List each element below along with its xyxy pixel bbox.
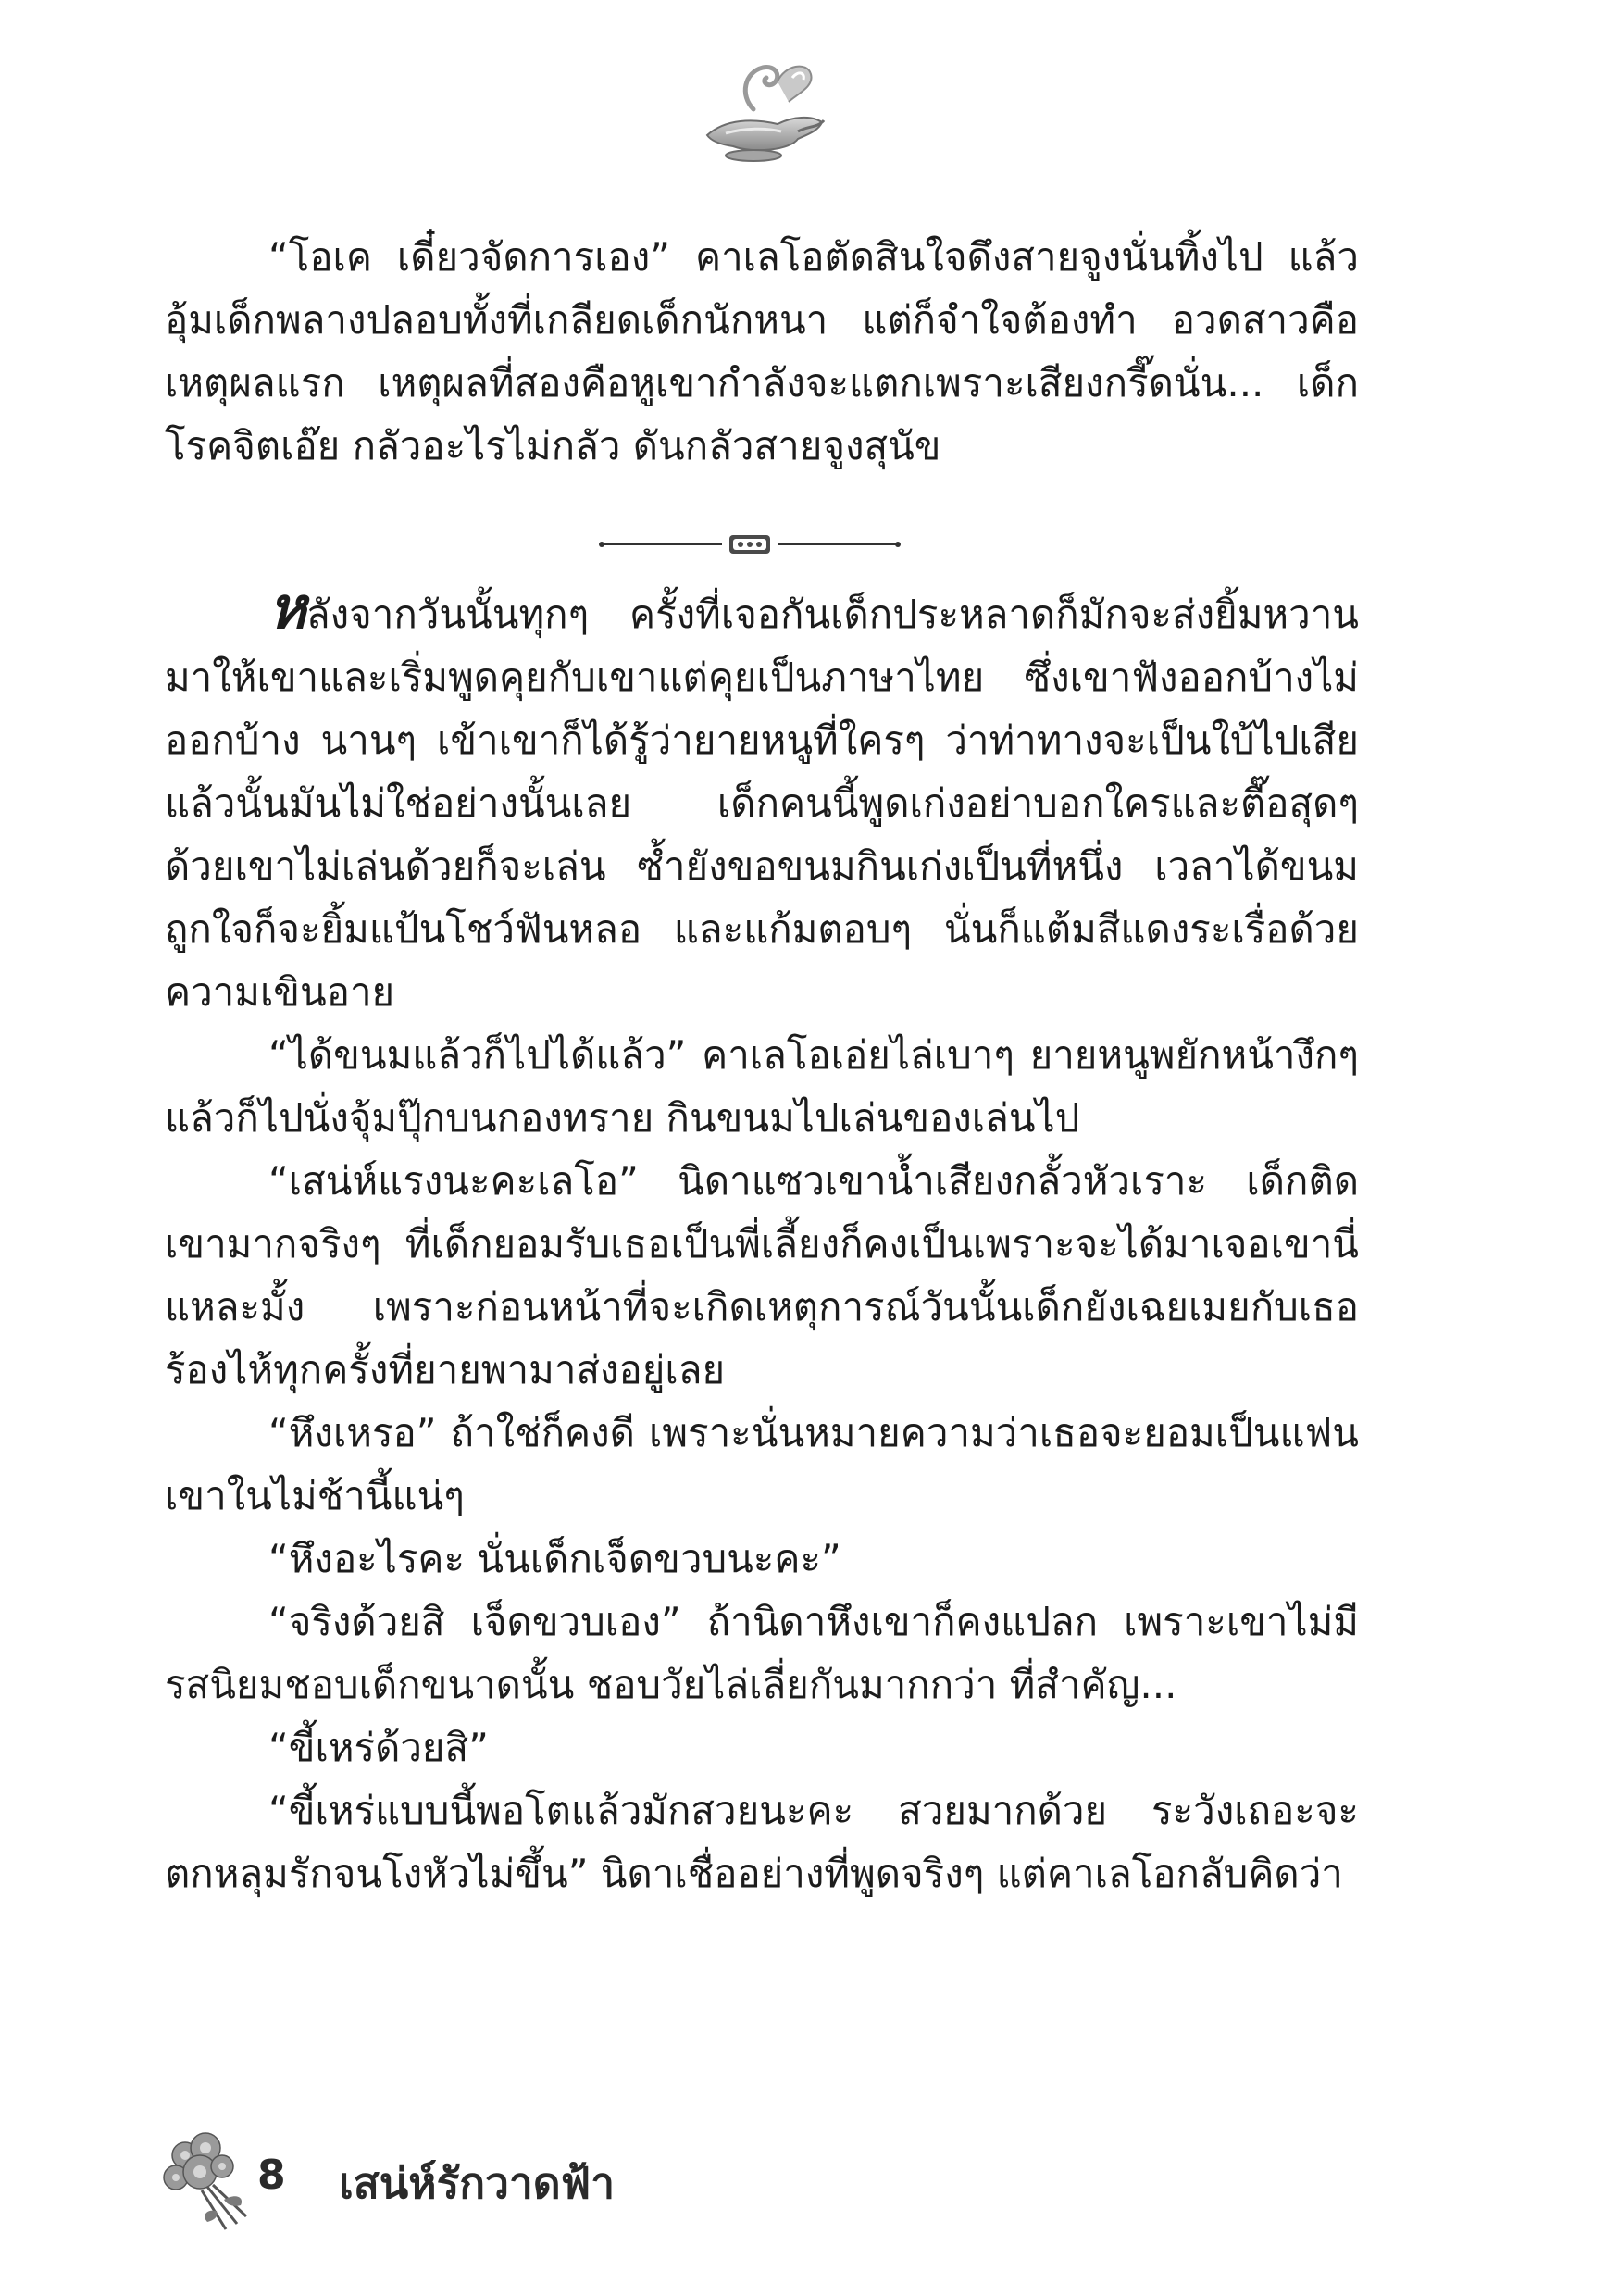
text-block-2 <box>165 574 1359 1905</box>
paragraph: “โอเค เดี๋ยวจัดการเอง” คาเลโอตัดสินใจดึงสายจูงนั่นทิ้งไป แล้วอุ้มเด็กพลางปลอบทั้งที่เกลียดเด็กนักหนา แต่ก็จำใจต้องทำ อวดสาวคือเหตุผลแรก เหตุผลที่สองคือหูเขากำลังจะแตกเพราะเสียงกรี๊ดนั่น... เด็กโรคจิตเอ๊ย กลัวอะไรไม่กลัว ดันกลัวสายจูงสุนัข <box>165 234 1359 468</box>
paragraph: “เสน่ห์แรงนะคะเลโอ” นิดาแซวเขาน้ำเสียงกลั้วหัวเราะ เด็กติดเขามากจริงๆ ที่เด็กยอมรับเธอเป็นพี่เลี้ยงก็คงเป็นเพราะจะได้มาเจอเขานี่แหละมั้ง เพราะก่อนหน้าที่จะเกิดเหตุการณ์วันนั้นเด็กยังเฉยเมยกับเธอ ร้องไห้ทุกครั้งที่ยายพามาส่งอยู่เลย <box>165 1158 1359 1392</box>
paragraph: “หึงเหรอ” ถ้าใช่ก็คงดี เพราะนั่นหมายความว่าเธอจะยอมเป็นแฟนเขาในไม่ช้านี้แน่ๆ <box>165 1410 1359 1518</box>
opening-paragraph <box>165 574 1359 1024</box>
paragraph: “ได้ขนมแล้วก็ไปได้แล้ว” คาเลโอเอ่ยไล่เบาๆ ยายหนูพยักหน้างึกๆ แล้วก็ไปนั่งจุ้มปุ๊กบนกองทราย กินขนมไปเล่นของเล่นไป <box>165 1032 1359 1141</box>
magic-lamp-ornament-icon <box>689 54 837 174</box>
paragraph: “จริงด้วยสิ เจ็ดขวบเอง” ถ้านิดาหึงเขาก็คงแปลก เพราะเขาไม่มีรสนิยมชอบเด็กขนาดนั้น ชอบวัยไล่เลี่ยกันมากกว่า ที่สำคัญ... <box>165 1599 1359 1707</box>
opening-paragraph-text: ลังจากวันนั้นทุกๆ ครั้งที่เจอกันเด็กประหลาดก็มักจะส่งยิ้มหวานมาให้เขาและเริ่มพูดคุยกับเขาแต่คุยเป็นภาษาไทย ซึ่งเขาฟังออกบ้างไม่ออกบ้าง นานๆ เข้าเขาก็ได้รู้ว่ายายหนูที่ใครๆ ว่าท่าทางจะเป็นใบ้ไปเสียแล้วนั้นมันไม่ใช่อย่างนั้นเลย เด็กคนนี้พูดเก่งอย่าบอกใครและตื๊อสุดๆ ด้วยเขาไม่เล่นด้วยก็จะเล่น ซ้ำยังขอขนมกินเก่งเป็นที่หนึ่ง เวลาได้ขนมถูกใจก็จะยิ้มแป้นโชว์ฟันหลอ และแก้มตอบๆ นั่นก็แต้มสีแดงระเรื่อด้วยความเขินอาย <box>165 592 1359 1015</box>
page-footer <box>148 2120 981 2240</box>
ornamental-divider-icon <box>592 526 907 563</box>
paragraph: “ขี้เหร่แบบนี้พอโตแล้วมักสวยนะคะ สวยมากด้วย ระวังเถอะจะตกหลุมรักจนโงหัวไม่ขึ้น” นิดาเชื่ออย่างที่พูดจริงๆ แต่คาเลโอกลับคิดว่า <box>165 1788 1359 1896</box>
drop-letter: ห <box>268 574 306 642</box>
paragraph: “หึงอะไรคะ นั่นเด็กเจ็ดขวบนะคะ” <box>268 1536 841 1581</box>
flower-bouquet-icon <box>148 2120 268 2240</box>
paragraph: “ขี้เหร่ด้วยสิ” <box>268 1725 489 1770</box>
page-number: 8 <box>257 2152 286 2199</box>
book-title: เสน่ห์รักวาดฟ้า <box>339 2158 616 2208</box>
text-block-1 <box>165 226 1359 478</box>
